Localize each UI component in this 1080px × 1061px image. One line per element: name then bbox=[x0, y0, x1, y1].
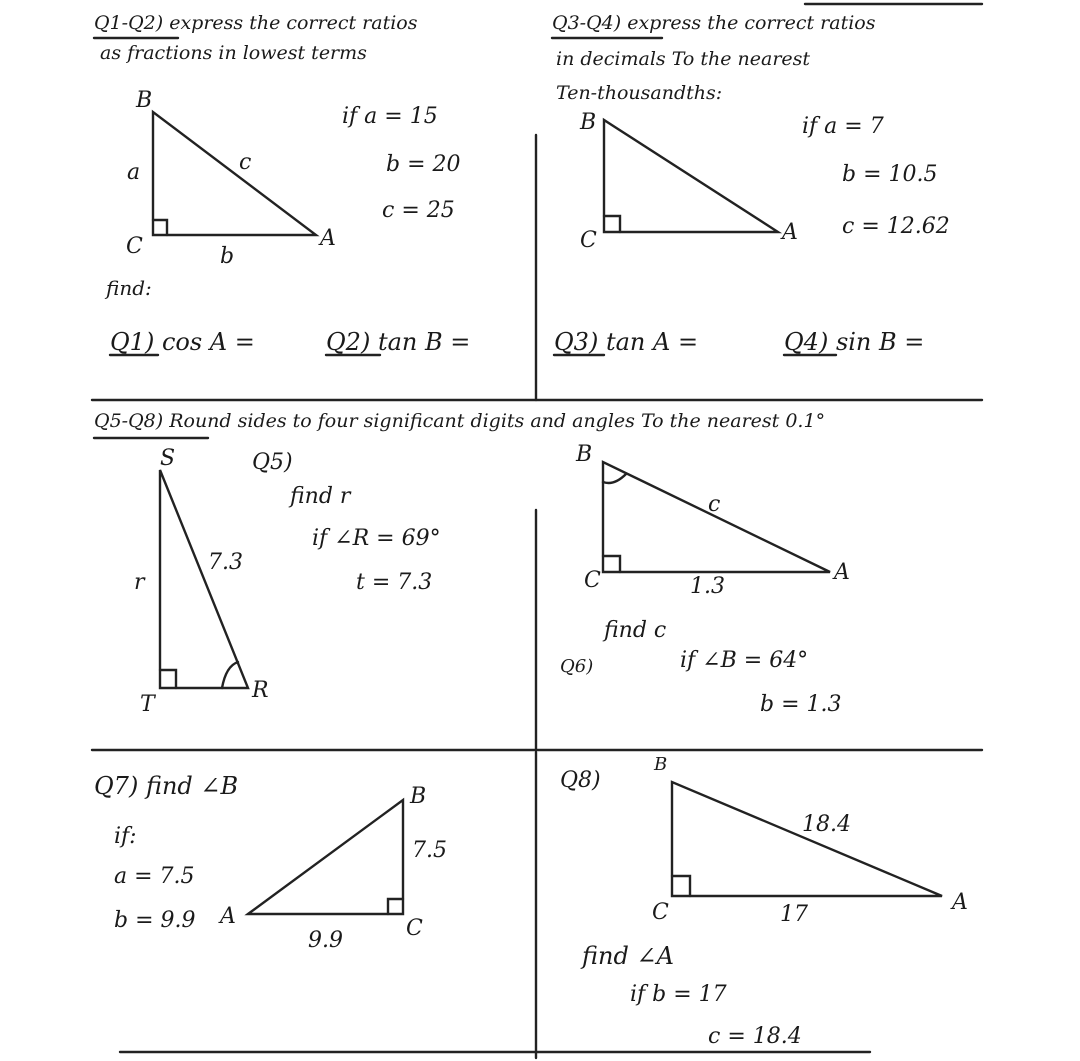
q1-q2-instruction-line2: as fractions in lowest terms bbox=[100, 42, 367, 64]
triangle-q6 bbox=[603, 462, 830, 572]
q6-vertex-b: B bbox=[576, 442, 593, 467]
angle-arc-b bbox=[603, 474, 626, 483]
angle-arc-r bbox=[222, 662, 238, 688]
right-angle-mark-q6 bbox=[603, 556, 620, 572]
q1-side-b: b bbox=[220, 244, 235, 269]
q3-given-c: c = 12.62 bbox=[842, 214, 950, 239]
triangle-q1-q2 bbox=[153, 112, 316, 235]
q7-given-b: b = 9.9 bbox=[114, 908, 196, 933]
triangle-q3-q4 bbox=[604, 120, 778, 232]
q8-hypotenuse: 18.4 bbox=[802, 812, 851, 837]
q4-prompt: Q4) sin B = bbox=[784, 328, 925, 356]
triangle-q7 bbox=[248, 800, 403, 914]
q3-prompt: Q3) tan A = bbox=[554, 328, 699, 356]
right-angle-mark-q7 bbox=[388, 899, 403, 914]
q8-find: find ∠A bbox=[582, 942, 674, 970]
q6-given-angle: if ∠B = 64° bbox=[680, 648, 809, 673]
q3-q4-instruction-line2: in decimals To the nearest bbox=[556, 48, 811, 70]
q1-side-a: a bbox=[127, 160, 141, 185]
right-angle-mark-q8 bbox=[672, 876, 690, 896]
q1-side-c: c bbox=[239, 150, 252, 175]
q5-given-t: t = 7.3 bbox=[356, 570, 433, 595]
q5-vertex-r: R bbox=[252, 678, 269, 703]
q8-label: Q8) bbox=[560, 768, 601, 793]
q1-given-a: if a = 15 bbox=[342, 104, 438, 129]
q5-vertex-t: T bbox=[140, 692, 155, 717]
q3-vertex-a: A bbox=[782, 220, 798, 245]
q6-find: find c bbox=[604, 618, 667, 643]
q7-vertex-b: B bbox=[410, 784, 427, 809]
q3-vertex-c: C bbox=[580, 228, 597, 253]
q5-given-angle: if ∠R = 69° bbox=[312, 526, 441, 551]
q1-vertex-b: B bbox=[136, 88, 153, 113]
q1-prompt: Q1) cos A = bbox=[110, 328, 255, 356]
q7-if-label: if: bbox=[114, 824, 137, 849]
q8-base: 17 bbox=[780, 902, 808, 927]
q2-prompt: Q2) tan B = bbox=[326, 328, 471, 356]
q1-vertex-c: C bbox=[126, 234, 143, 259]
q3-vertex-b: B bbox=[580, 110, 597, 135]
q7-title: Q7) find ∠B bbox=[94, 772, 239, 800]
q1-vertex-a: A bbox=[320, 226, 336, 251]
q6-side-c: c bbox=[708, 492, 721, 517]
q8-given-b: if b = 17 bbox=[630, 982, 727, 1007]
q5-label: Q5) bbox=[252, 450, 293, 475]
q8-vertex-a: A bbox=[952, 890, 968, 915]
q8-given-c: c = 18.4 bbox=[708, 1024, 802, 1049]
right-angle-mark-q5 bbox=[160, 670, 176, 688]
triangle-q5 bbox=[160, 470, 248, 688]
q7-vertex-c: C bbox=[406, 916, 423, 941]
q1-given-c: c = 25 bbox=[382, 198, 455, 223]
q7-side-vertical: 7.5 bbox=[412, 838, 447, 863]
q5-find: find r bbox=[290, 484, 351, 509]
q6-vertex-c: C bbox=[584, 568, 601, 593]
q7-given-a: a = 7.5 bbox=[114, 864, 195, 889]
q7-side-base: 9.9 bbox=[308, 928, 343, 953]
q5-q8-instruction: Q5-Q8) Round sides to four significant digits and angles To the nearest 0.1° bbox=[94, 410, 826, 432]
q6-given-b: b = 1.3 bbox=[760, 692, 842, 717]
q1-find-label: find: bbox=[106, 276, 152, 300]
q7-vertex-a: A bbox=[220, 904, 236, 929]
q6-label: Q6) bbox=[560, 656, 594, 677]
right-angle-mark-q3 bbox=[604, 216, 620, 232]
q3-q4-instruction-line1: Q3-Q4) express the correct ratios bbox=[552, 12, 876, 34]
q5-vertex-s: S bbox=[160, 446, 176, 471]
q3-given-b: b = 10.5 bbox=[842, 162, 938, 187]
q5-hypotenuse: 7.3 bbox=[208, 550, 243, 575]
q1-q2-instruction-line1: Q1-Q2) express the correct ratios bbox=[94, 12, 418, 34]
q6-vertex-a: A bbox=[834, 560, 850, 585]
triangle-q8 bbox=[672, 782, 942, 896]
q3-given-a: if a = 7 bbox=[802, 114, 884, 139]
q8-vertex-c: C bbox=[652, 900, 669, 925]
q5-side-r: r bbox=[134, 570, 145, 595]
right-angle-mark-q1 bbox=[153, 220, 167, 235]
q1-given-b: b = 20 bbox=[386, 152, 461, 177]
q8-vertex-b: B bbox=[654, 754, 668, 775]
q3-q4-instruction-line3: Ten-thousandths: bbox=[556, 82, 723, 104]
q6-base: 1.3 bbox=[690, 574, 725, 599]
